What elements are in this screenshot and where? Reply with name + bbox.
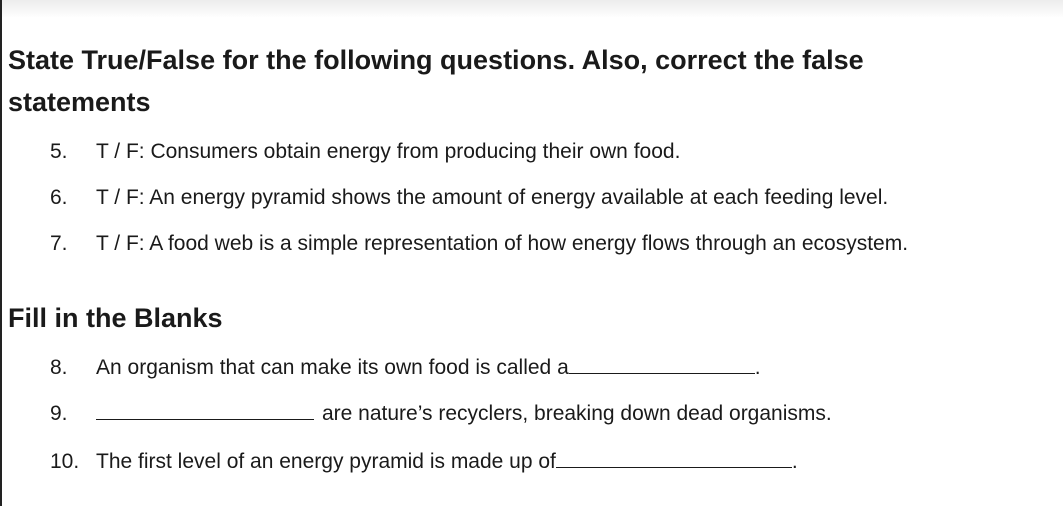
question-8 (50, 354, 761, 382)
question-text-after: . (791, 450, 798, 473)
question-6 (50, 184, 888, 212)
question-9 (50, 400, 832, 428)
question-10 (50, 448, 798, 476)
question-number: 10. (50, 450, 80, 473)
question-text: T / F: Consumers obtain energy from producing their own food. (96, 140, 681, 163)
answer-blank[interactable] (96, 401, 314, 420)
question-7 (50, 230, 908, 258)
top-shadow (2, 0, 1063, 18)
question-text: T / F: An energy pyramid shows the amount of energy available at each feeding level. (96, 186, 889, 209)
question-text-after: . (754, 356, 761, 379)
answer-blank[interactable] (569, 355, 755, 374)
answer-blank[interactable] (556, 449, 792, 468)
true-false-heading-line2: statements (8, 87, 151, 117)
fill-blanks-heading: Fill in the Blanks (8, 303, 223, 333)
question-number: 8. (50, 356, 68, 379)
question-text: T / F: A food web is a simple representation of how energy flows through an ecosystem. (96, 232, 909, 255)
question-number: 5. (50, 140, 68, 163)
question-number: 9. (50, 402, 68, 425)
question-5 (50, 138, 680, 166)
question-text-after: are nature’s recyclers, breaking down dead organisms. (322, 402, 832, 425)
question-number: 6. (50, 186, 68, 209)
true-false-heading-line1: State True/False for the following questions. Also, correct the false (8, 45, 864, 75)
question-text-before: An organism that can make its own food is called a (96, 356, 569, 379)
question-number: 7. (50, 232, 68, 255)
question-text-before: The first level of an energy pyramid is made up of (96, 450, 556, 473)
